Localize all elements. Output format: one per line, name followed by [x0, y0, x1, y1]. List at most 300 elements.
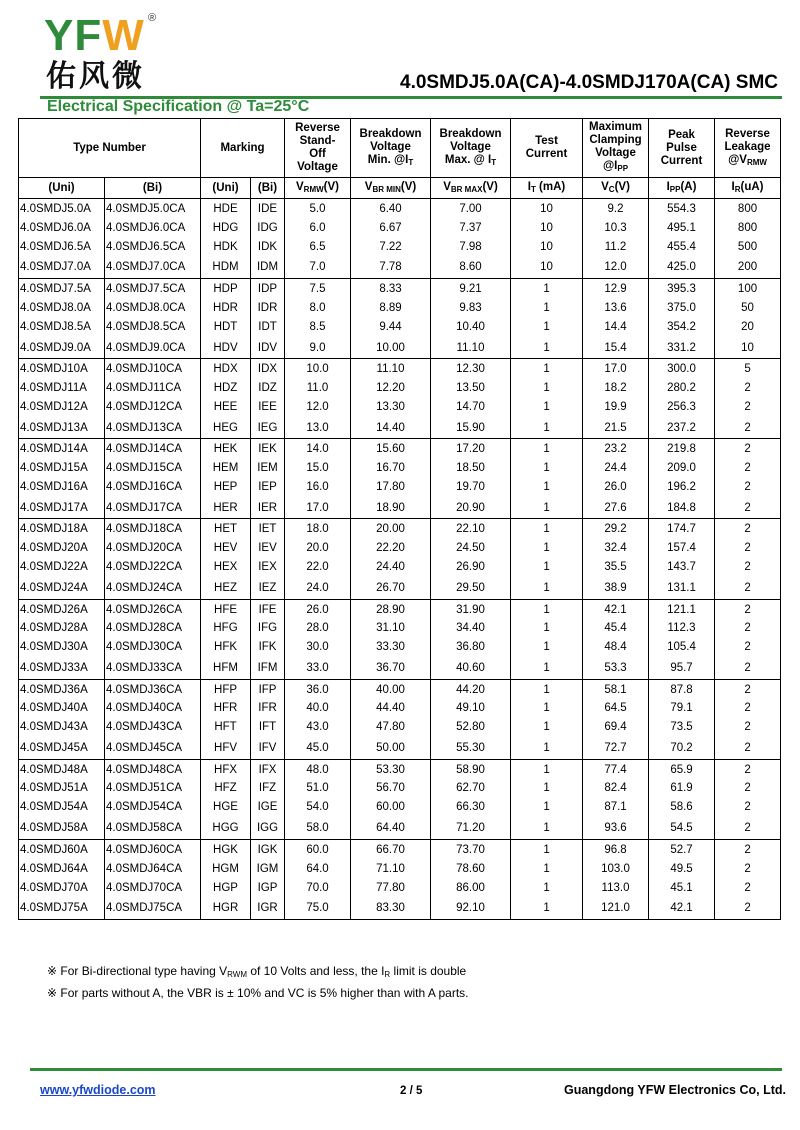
- table-row: [19, 338, 781, 359]
- cell-clamping-voltage: 69.4: [583, 717, 649, 738]
- subheader-uni: (Uni): [19, 178, 105, 199]
- cell-marking-uni: HGK: [201, 839, 251, 860]
- cell-test-current: 1: [511, 279, 583, 300]
- cell-type-uni: 4.0SMDJ9.0A: [19, 338, 105, 359]
- cell-peak-pulse-current: 184.8: [649, 498, 715, 519]
- table-row: [19, 257, 781, 278]
- cell-test-current: 1: [511, 460, 583, 477]
- cell-clamping-voltage: 58.1: [583, 679, 649, 700]
- unit-ipp: $I_{PP}(A)$: [649, 178, 715, 199]
- cell-reverse-leakage: 5: [715, 359, 781, 380]
- header-row-main: [19, 119, 781, 178]
- cell-reverse-leakage: 2: [715, 519, 781, 540]
- header-type-number: Type Number: [19, 119, 201, 178]
- cell-clamping-voltage: 12.0: [583, 257, 649, 278]
- cell-type-uni: 4.0SMDJ6.0A: [19, 220, 105, 237]
- cell-peak-pulse-current: 143.7: [649, 557, 715, 578]
- cell-clamping-voltage: 53.3: [583, 658, 649, 679]
- cell-vrwm: 20.0: [285, 540, 351, 557]
- cell-test-current: 1: [511, 898, 583, 919]
- cell-test-current: 1: [511, 300, 583, 317]
- cell-peak-pulse-current: 354.2: [649, 317, 715, 338]
- cell-vbr-min: 60.00: [351, 797, 431, 818]
- cell-marking-uni: HEE: [201, 397, 251, 418]
- cell-type-bi: 4.0SMDJ70CA: [105, 878, 201, 899]
- cell-marking-uni: HET: [201, 519, 251, 540]
- cell-type-uni: 4.0SMDJ33A: [19, 658, 105, 679]
- cell-vrwm: 48.0: [285, 759, 351, 780]
- cell-type-uni: 4.0SMDJ43A: [19, 717, 105, 738]
- cell-type-bi: 4.0SMDJ5.0CA: [105, 199, 201, 220]
- cell-vbr-min: 33.30: [351, 637, 431, 658]
- cell-peak-pulse-current: 70.2: [649, 738, 715, 759]
- cell-vrwm: 36.0: [285, 679, 351, 700]
- table-body: [19, 199, 781, 920]
- cell-vbr-min: 24.40: [351, 557, 431, 578]
- cell-vrwm: 9.0: [285, 338, 351, 359]
- cell-vrwm: 5.0: [285, 199, 351, 220]
- cell-type-bi: 4.0SMDJ33CA: [105, 658, 201, 679]
- cell-test-current: 1: [511, 637, 583, 658]
- cell-type-uni: 4.0SMDJ40A: [19, 700, 105, 717]
- cell-vbr-max: 86.00: [431, 878, 511, 899]
- unit-ir: $I_R(uA)$: [715, 178, 781, 199]
- cell-vbr-min: 56.70: [351, 780, 431, 797]
- spec-table: [18, 118, 781, 920]
- cell-peak-pulse-current: 219.8: [649, 439, 715, 460]
- cell-vrwm: 26.0: [285, 599, 351, 620]
- cell-marking-uni: HDM: [201, 257, 251, 278]
- cell-type-bi: 4.0SMDJ30CA: [105, 637, 201, 658]
- cell-type-bi: 4.0SMDJ13CA: [105, 418, 201, 439]
- table-row: [19, 839, 781, 860]
- table-row: [19, 199, 781, 220]
- spec-title: Electrical Specification @ Ta=25°C: [47, 98, 310, 115]
- cell-clamping-voltage: 64.5: [583, 700, 649, 717]
- cell-vbr-min: 16.70: [351, 460, 431, 477]
- cell-peak-pulse-current: 112.3: [649, 620, 715, 637]
- cell-type-bi: 4.0SMDJ48CA: [105, 759, 201, 780]
- cell-marking-uni: HFE: [201, 599, 251, 620]
- cell-marking-bi: IDR: [251, 300, 285, 317]
- cell-vbr-min: 77.80: [351, 878, 431, 899]
- cell-reverse-leakage: 2: [715, 780, 781, 797]
- cell-marking-bi: IER: [251, 498, 285, 519]
- cell-peak-pulse-current: 300.0: [649, 359, 715, 380]
- cell-marking-uni: HFT: [201, 717, 251, 738]
- table-row: [19, 300, 781, 317]
- header-max-clamping: Maximum Clamping Voltage $@I_{PP}$: [583, 119, 649, 178]
- cell-clamping-voltage: 23.2: [583, 439, 649, 460]
- cell-vbr-max: 18.50: [431, 460, 511, 477]
- cell-test-current: 1: [511, 700, 583, 717]
- table-row: [19, 557, 781, 578]
- cell-peak-pulse-current: 131.1: [649, 578, 715, 599]
- footer-divider: [30, 1068, 782, 1071]
- cell-marking-bi: IGR: [251, 898, 285, 919]
- cell-vbr-max: 9.21: [431, 279, 511, 300]
- cell-peak-pulse-current: 73.5: [649, 717, 715, 738]
- cell-peak-pulse-current: 65.9: [649, 759, 715, 780]
- cell-clamping-voltage: 19.9: [583, 397, 649, 418]
- cell-clamping-voltage: 26.0: [583, 477, 649, 498]
- cell-type-bi: 4.0SMDJ43CA: [105, 717, 201, 738]
- cell-marking-uni: HEG: [201, 418, 251, 439]
- cell-test-current: 1: [511, 717, 583, 738]
- cell-reverse-leakage: 2: [715, 717, 781, 738]
- cell-reverse-leakage: 2: [715, 578, 781, 599]
- cell-test-current: 1: [511, 738, 583, 759]
- cell-vbr-min: 22.20: [351, 540, 431, 557]
- cell-test-current: 1: [511, 359, 583, 380]
- cell-marking-uni: HEX: [201, 557, 251, 578]
- cell-reverse-leakage: 2: [715, 460, 781, 477]
- cell-marking-uni: HDE: [201, 199, 251, 220]
- cell-test-current: 1: [511, 797, 583, 818]
- header-row-units: [19, 178, 781, 199]
- cell-peak-pulse-current: 58.6: [649, 797, 715, 818]
- cell-marking-uni: HDT: [201, 317, 251, 338]
- cell-test-current: 10: [511, 257, 583, 278]
- cell-type-uni: 4.0SMDJ75A: [19, 898, 105, 919]
- table-row: [19, 418, 781, 439]
- cell-test-current: 1: [511, 839, 583, 860]
- cell-marking-bi: IEP: [251, 477, 285, 498]
- cell-vbr-min: 20.00: [351, 519, 431, 540]
- cell-peak-pulse-current: 425.0: [649, 257, 715, 278]
- table-row: [19, 519, 781, 540]
- cell-type-uni: 4.0SMDJ11A: [19, 380, 105, 397]
- cell-peak-pulse-current: 237.2: [649, 418, 715, 439]
- cell-marking-uni: HFG: [201, 620, 251, 637]
- cell-peak-pulse-current: 42.1: [649, 898, 715, 919]
- cell-vrwm: 8.5: [285, 317, 351, 338]
- cell-type-bi: 4.0SMDJ15CA: [105, 460, 201, 477]
- table-row: [19, 738, 781, 759]
- cell-peak-pulse-current: 174.7: [649, 519, 715, 540]
- cell-reverse-leakage: 2: [715, 477, 781, 498]
- table-row: [19, 861, 781, 878]
- cell-vbr-min: 10.00: [351, 338, 431, 359]
- cell-marking-bi: IGM: [251, 861, 285, 878]
- cell-clamping-voltage: 77.4: [583, 759, 649, 780]
- cell-type-uni: 4.0SMDJ17A: [19, 498, 105, 519]
- cell-type-uni: 4.0SMDJ16A: [19, 477, 105, 498]
- cell-vbr-max: 9.83: [431, 300, 511, 317]
- cell-type-bi: 4.0SMDJ51CA: [105, 780, 201, 797]
- cell-type-uni: 4.0SMDJ15A: [19, 460, 105, 477]
- cell-marking-uni: HDX: [201, 359, 251, 380]
- cell-peak-pulse-current: 157.4: [649, 540, 715, 557]
- cell-type-bi: 4.0SMDJ45CA: [105, 738, 201, 759]
- cell-vbr-max: 22.10: [431, 519, 511, 540]
- cell-type-bi: 4.0SMDJ7.5CA: [105, 279, 201, 300]
- cell-vbr-max: 31.90: [431, 599, 511, 620]
- cell-vrwm: 40.0: [285, 700, 351, 717]
- cell-marking-uni: HDR: [201, 300, 251, 317]
- cell-vbr-min: 47.80: [351, 717, 431, 738]
- cell-type-uni: 4.0SMDJ7.5A: [19, 279, 105, 300]
- cell-marking-uni: HGP: [201, 878, 251, 899]
- cell-vrwm: 12.0: [285, 397, 351, 418]
- cell-clamping-voltage: 93.6: [583, 818, 649, 839]
- cell-test-current: 1: [511, 519, 583, 540]
- cell-test-current: 1: [511, 557, 583, 578]
- cell-type-uni: 4.0SMDJ51A: [19, 780, 105, 797]
- table-row: [19, 759, 781, 780]
- cell-test-current: 1: [511, 338, 583, 359]
- cell-vbr-min: 71.10: [351, 861, 431, 878]
- cell-type-bi: 4.0SMDJ26CA: [105, 599, 201, 620]
- cell-type-uni: 4.0SMDJ5.0A: [19, 199, 105, 220]
- cell-vbr-max: 17.20: [431, 439, 511, 460]
- cell-type-uni: 4.0SMDJ28A: [19, 620, 105, 637]
- cell-type-bi: 4.0SMDJ54CA: [105, 797, 201, 818]
- cell-marking-uni: HFM: [201, 658, 251, 679]
- cell-type-uni: 4.0SMDJ45A: [19, 738, 105, 759]
- cell-type-uni: 4.0SMDJ7.0A: [19, 257, 105, 278]
- cell-type-bi: 4.0SMDJ20CA: [105, 540, 201, 557]
- cell-clamping-voltage: 113.0: [583, 878, 649, 899]
- cell-type-bi: 4.0SMDJ28CA: [105, 620, 201, 637]
- cell-marking-bi: IEG: [251, 418, 285, 439]
- cell-vrwm: 58.0: [285, 818, 351, 839]
- cell-vrwm: 11.0: [285, 380, 351, 397]
- cell-reverse-leakage: 50: [715, 300, 781, 317]
- cell-type-bi: 4.0SMDJ64CA: [105, 861, 201, 878]
- header-breakdown-max: Breakdown Voltage Max. @ $I_T$: [431, 119, 511, 178]
- note-bidirectional: ※ For Bi-directional type having $V_{RWM}$ of 10 Volts and less, the $I_R$ limit is double: [47, 964, 467, 979]
- cell-marking-uni: HFK: [201, 637, 251, 658]
- cell-test-current: 1: [511, 397, 583, 418]
- cell-marking-bi: IFV: [251, 738, 285, 759]
- cell-marking-bi: IEV: [251, 540, 285, 557]
- cell-reverse-leakage: 2: [715, 498, 781, 519]
- cell-vrwm: 30.0: [285, 637, 351, 658]
- cell-vbr-min: 6.67: [351, 220, 431, 237]
- cell-marking-uni: HER: [201, 498, 251, 519]
- cell-marking-bi: IDG: [251, 220, 285, 237]
- cell-vbr-max: 55.30: [431, 738, 511, 759]
- cell-peak-pulse-current: 455.4: [649, 237, 715, 258]
- table-row: [19, 599, 781, 620]
- cell-vbr-min: 7.22: [351, 237, 431, 258]
- cell-reverse-leakage: 2: [715, 380, 781, 397]
- cell-vbr-max: 62.70: [431, 780, 511, 797]
- cell-vrwm: 60.0: [285, 839, 351, 860]
- cell-peak-pulse-current: 331.2: [649, 338, 715, 359]
- cell-reverse-leakage: 200: [715, 257, 781, 278]
- cell-test-current: 1: [511, 578, 583, 599]
- cell-marking-uni: HDV: [201, 338, 251, 359]
- cell-peak-pulse-current: 79.1: [649, 700, 715, 717]
- cell-type-uni: 4.0SMDJ64A: [19, 861, 105, 878]
- cell-type-bi: 4.0SMDJ6.5CA: [105, 237, 201, 258]
- cell-vbr-max: 92.10: [431, 898, 511, 919]
- cell-peak-pulse-current: 54.5: [649, 818, 715, 839]
- table-row: [19, 439, 781, 460]
- cell-marking-bi: IEK: [251, 439, 285, 460]
- cell-marking-bi: IFX: [251, 759, 285, 780]
- cell-peak-pulse-current: 375.0: [649, 300, 715, 317]
- cell-type-uni: 4.0SMDJ8.5A: [19, 317, 105, 338]
- cell-test-current: 1: [511, 317, 583, 338]
- cell-test-current: 1: [511, 380, 583, 397]
- cell-marking-bi: IFP: [251, 679, 285, 700]
- cell-marking-bi: IFT: [251, 717, 285, 738]
- cell-vrwm: 17.0: [285, 498, 351, 519]
- cell-vbr-min: 53.30: [351, 759, 431, 780]
- cell-clamping-voltage: 82.4: [583, 780, 649, 797]
- cell-vrwm: 18.0: [285, 519, 351, 540]
- cell-marking-bi: IDK: [251, 237, 285, 258]
- logo-chinese-name: 佑风微: [46, 59, 145, 94]
- cell-vbr-max: 10.40: [431, 317, 511, 338]
- cell-vbr-min: 36.70: [351, 658, 431, 679]
- cell-marking-uni: HGR: [201, 898, 251, 919]
- cell-vrwm: 7.0: [285, 257, 351, 278]
- cell-test-current: 1: [511, 439, 583, 460]
- table-row: [19, 397, 781, 418]
- cell-type-uni: 4.0SMDJ70A: [19, 878, 105, 899]
- cell-marking-bi: IDV: [251, 338, 285, 359]
- cell-peak-pulse-current: 209.0: [649, 460, 715, 477]
- cell-vbr-min: 18.90: [351, 498, 431, 519]
- cell-clamping-voltage: 45.4: [583, 620, 649, 637]
- website-link[interactable]: www.yfwdiode.com: [40, 1083, 156, 1097]
- cell-peak-pulse-current: 554.3: [649, 199, 715, 220]
- cell-type-uni: 4.0SMDJ14A: [19, 439, 105, 460]
- cell-type-bi: 4.0SMDJ75CA: [105, 898, 201, 919]
- cell-vbr-max: 15.90: [431, 418, 511, 439]
- cell-marking-bi: IDT: [251, 317, 285, 338]
- table-row: [19, 679, 781, 700]
- table-row: [19, 498, 781, 519]
- cell-test-current: 1: [511, 620, 583, 637]
- cell-clamping-voltage: 87.1: [583, 797, 649, 818]
- cell-type-uni: 4.0SMDJ36A: [19, 679, 105, 700]
- cell-test-current: 1: [511, 418, 583, 439]
- cell-vbr-max: 78.60: [431, 861, 511, 878]
- cell-vbr-max: 66.30: [431, 797, 511, 818]
- cell-vbr-min: 26.70: [351, 578, 431, 599]
- cell-clamping-voltage: 10.3: [583, 220, 649, 237]
- header-peak-pulse: Peak Pulse Current: [649, 119, 715, 178]
- cell-type-uni: 4.0SMDJ22A: [19, 557, 105, 578]
- table-row: [19, 717, 781, 738]
- cell-vrwm: 6.0: [285, 220, 351, 237]
- cell-peak-pulse-current: 395.3: [649, 279, 715, 300]
- cell-vbr-max: 20.90: [431, 498, 511, 519]
- cell-marking-uni: HEK: [201, 439, 251, 460]
- cell-test-current: 10: [511, 199, 583, 220]
- cell-vbr-min: 66.70: [351, 839, 431, 860]
- cell-type-uni: 4.0SMDJ8.0A: [19, 300, 105, 317]
- cell-marking-uni: HDZ: [201, 380, 251, 397]
- table-row: [19, 220, 781, 237]
- cell-clamping-voltage: 9.2: [583, 199, 649, 220]
- cell-reverse-leakage: 2: [715, 637, 781, 658]
- cell-marking-uni: HEM: [201, 460, 251, 477]
- cell-peak-pulse-current: 52.7: [649, 839, 715, 860]
- cell-reverse-leakage: 2: [715, 738, 781, 759]
- cell-type-uni: 4.0SMDJ48A: [19, 759, 105, 780]
- cell-vbr-min: 13.30: [351, 397, 431, 418]
- cell-type-bi: 4.0SMDJ7.0CA: [105, 257, 201, 278]
- registered-mark: ®: [148, 12, 157, 24]
- cell-vrwm: 28.0: [285, 620, 351, 637]
- cell-marking-uni: HFZ: [201, 780, 251, 797]
- cell-marking-uni: HFX: [201, 759, 251, 780]
- table-row: [19, 818, 781, 839]
- cell-type-uni: 4.0SMDJ58A: [19, 818, 105, 839]
- cell-vbr-max: 19.70: [431, 477, 511, 498]
- cell-vbr-max: 29.50: [431, 578, 511, 599]
- cell-marking-bi: IFM: [251, 658, 285, 679]
- cell-vbr-min: 8.33: [351, 279, 431, 300]
- cell-type-bi: 4.0SMDJ60CA: [105, 839, 201, 860]
- cell-type-bi: 4.0SMDJ18CA: [105, 519, 201, 540]
- cell-vrwm: 45.0: [285, 738, 351, 759]
- cell-vbr-min: 50.00: [351, 738, 431, 759]
- cell-clamping-voltage: 35.5: [583, 557, 649, 578]
- cell-test-current: 1: [511, 861, 583, 878]
- cell-clamping-voltage: 48.4: [583, 637, 649, 658]
- cell-vrwm: 6.5: [285, 237, 351, 258]
- cell-marking-bi: IGP: [251, 878, 285, 899]
- cell-peak-pulse-current: 495.1: [649, 220, 715, 237]
- cell-test-current: 1: [511, 780, 583, 797]
- table-row: [19, 477, 781, 498]
- cell-reverse-leakage: 500: [715, 237, 781, 258]
- cell-vbr-max: 7.00: [431, 199, 511, 220]
- cell-vrwm: 64.0: [285, 861, 351, 878]
- cell-reverse-leakage: 2: [715, 599, 781, 620]
- cell-marking-bi: IEZ: [251, 578, 285, 599]
- cell-vbr-min: 8.89: [351, 300, 431, 317]
- cell-marking-bi: IFZ: [251, 780, 285, 797]
- cell-peak-pulse-current: 105.4: [649, 637, 715, 658]
- logo-letters: YFW: [44, 11, 145, 60]
- cell-type-uni: 4.0SMDJ10A: [19, 359, 105, 380]
- table-row: [19, 700, 781, 717]
- subheader-bi: (Bi): [105, 178, 201, 199]
- cell-peak-pulse-current: 196.2: [649, 477, 715, 498]
- table-row: [19, 237, 781, 258]
- cell-marking-bi: IDP: [251, 279, 285, 300]
- cell-marking-uni: HEP: [201, 477, 251, 498]
- table-row: [19, 380, 781, 397]
- cell-test-current: 1: [511, 878, 583, 899]
- cell-vbr-min: 6.40: [351, 199, 431, 220]
- cell-reverse-leakage: 2: [715, 700, 781, 717]
- cell-clamping-voltage: 96.8: [583, 839, 649, 860]
- cell-clamping-voltage: 38.9: [583, 578, 649, 599]
- cell-marking-bi: IDM: [251, 257, 285, 278]
- table-row: [19, 540, 781, 557]
- cell-reverse-leakage: 2: [715, 679, 781, 700]
- cell-type-uni: 4.0SMDJ26A: [19, 599, 105, 620]
- cell-reverse-leakage: 2: [715, 658, 781, 679]
- cell-vbr-max: 14.70: [431, 397, 511, 418]
- cell-type-uni: 4.0SMDJ54A: [19, 797, 105, 818]
- cell-clamping-voltage: 14.4: [583, 317, 649, 338]
- cell-marking-bi: IET: [251, 519, 285, 540]
- cell-vbr-max: 13.50: [431, 380, 511, 397]
- cell-reverse-leakage: 100: [715, 279, 781, 300]
- cell-clamping-voltage: 12.9: [583, 279, 649, 300]
- cell-reverse-leakage: 2: [715, 818, 781, 839]
